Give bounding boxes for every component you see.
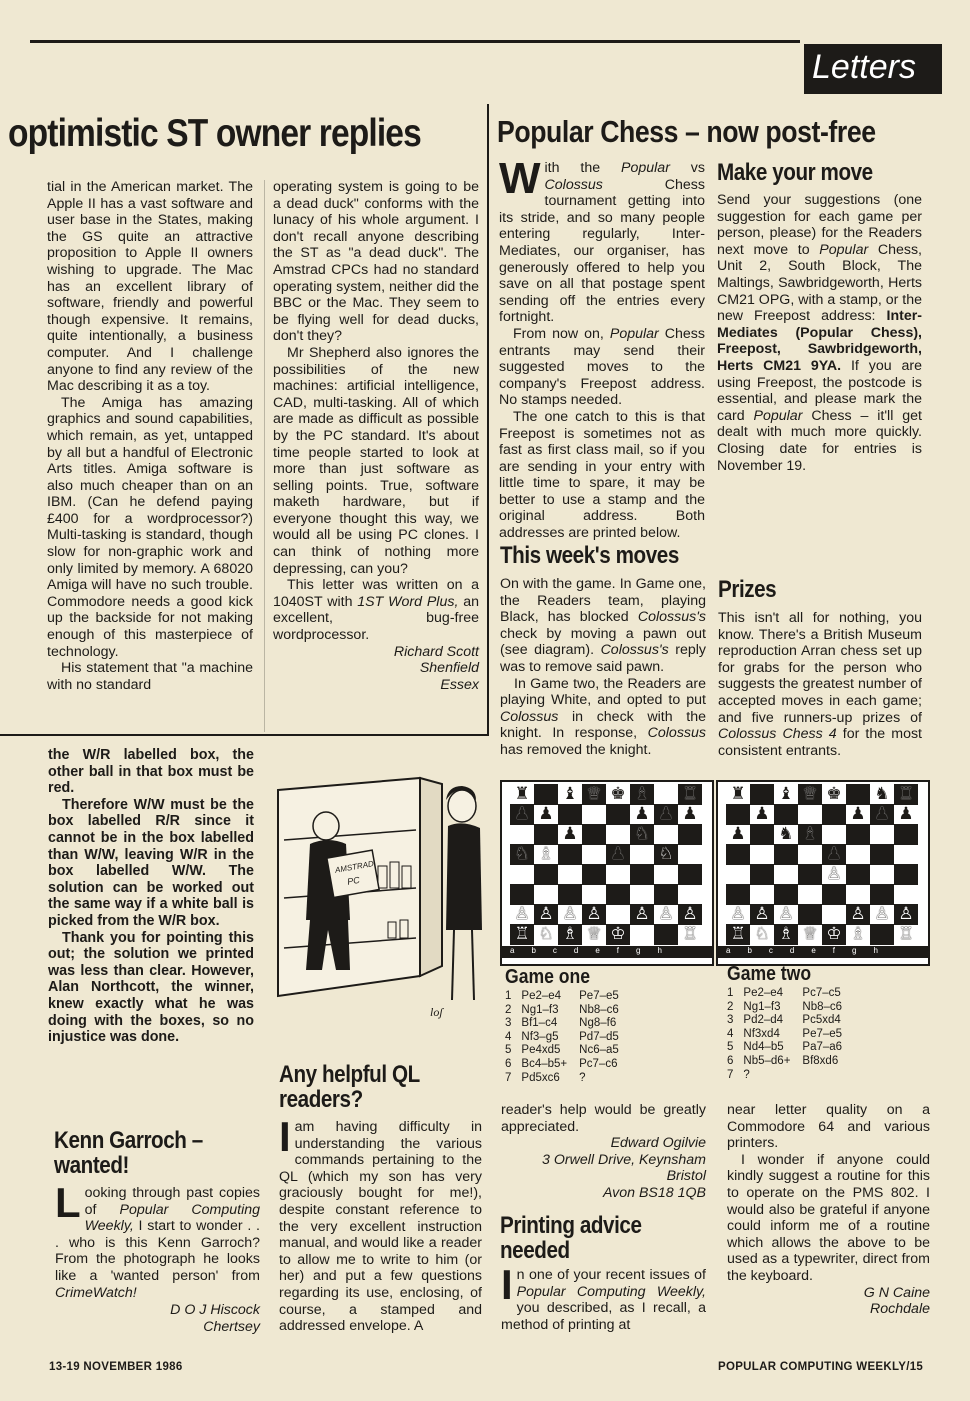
board-square <box>654 864 678 885</box>
board-square <box>678 884 702 905</box>
chess-piece-icon: ♙ <box>634 904 650 924</box>
make-move-headline: Make your move <box>717 159 873 186</box>
garroch-letter: Looking through past copies of Popular Computing Weekly, I start to wonder . . . who is this Kenn Garroch? From the photograph he looks like a 'wanted person' from CrimeWatch! D O J Hiscock Chertsey <box>55 1179 261 1335</box>
printing-letter-cont: near letter quality on a Commodore 64 and various printers. I wonder if anyone could kindly suggest a routine for this to operate on the PMS 802. I would also be grateful if anyone could inform me of a routine which allows the above to be used as a typewriter, direct from the keyboard. G N Caine Rochdale <box>727 1102 930 1318</box>
ql-letter-cont: reader's help would be greatly appreciated. Edward Ogilvie 3 Orwell Drive, Keynsham Bristol Avon BS18 1QB <box>501 1102 706 1201</box>
move-black: Pe7–e5 <box>802 1027 843 1040</box>
chess-board-game-one <box>500 780 714 966</box>
chess-piece-icon: ♟ <box>874 804 890 824</box>
move-black: Pd7–d5 <box>579 1030 619 1043</box>
chess-piece-icon: ♙ <box>754 904 770 924</box>
chess-piece-icon: ♞ <box>634 824 650 844</box>
move-white: Pd2–d4 <box>743 1014 784 1027</box>
chess-board-game-two <box>716 780 930 966</box>
move-row <box>505 1031 631 1045</box>
board-square <box>798 864 822 885</box>
move-black: Bf8xd6 <box>802 1054 839 1067</box>
chess-piece-icon: ♔ <box>826 924 842 944</box>
st-article-col2 <box>273 179 479 693</box>
st-article-col-rule <box>264 180 265 732</box>
chess-piece-icon: ♙ <box>850 904 866 924</box>
chess-piece-icon: ♘ <box>754 924 770 944</box>
prizes-headline: Prizes <box>718 576 777 603</box>
move-black: Pa7–a6 <box>802 1041 843 1054</box>
footer-date: 13-19 NOVEMBER 1986 <box>49 1361 183 1373</box>
move-black: Pc7–c5 <box>802 987 841 999</box>
board-square <box>774 844 798 865</box>
move-number: 6 <box>505 1057 512 1070</box>
move-number: 5 <box>505 1044 512 1057</box>
puzzle-reply <box>48 747 254 1046</box>
move-row <box>727 1028 854 1042</box>
move-number: 6 <box>727 1054 734 1067</box>
board-square <box>630 884 654 905</box>
chess-piece-icon: ♟ <box>850 804 866 824</box>
chess-piece-icon: ♟ <box>826 844 842 864</box>
move-number: 5 <box>727 1041 734 1054</box>
chess-piece-icon: ♗ <box>562 924 578 944</box>
move-white: Pe2–e4 <box>743 987 784 999</box>
board-square <box>534 884 558 905</box>
chess-piece-icon: ♕ <box>802 924 818 944</box>
st-article-bottom-rule <box>0 734 489 736</box>
board-square <box>774 864 798 885</box>
chess-piece-icon: ♖ <box>730 924 746 944</box>
garroch-signature: D O J Hiscock Chertsey <box>170 1302 260 1335</box>
cartoon-illustration <box>270 770 486 1028</box>
board-square <box>582 884 606 905</box>
board-file-labels: abcdefgh <box>502 946 712 958</box>
move-white: Bc4–b5+ <box>521 1057 568 1070</box>
board-square <box>798 804 822 825</box>
chess-piece-icon: ♙ <box>586 904 602 924</box>
ql-letter: Iam having difficulty in understanding the various commands pertaining to the QL (which my son has very graciously bought for me!), despite constant reference to the very excellent instruction manual, and would like a reader to allow me to write to him (or her) and put a few questions regarding its use, enclosing, of course, a stamped and addressed envelope. A <box>279 1113 482 1335</box>
chess-piece-icon: ♝ <box>802 824 818 844</box>
board-square <box>606 804 630 825</box>
board-square <box>846 864 870 885</box>
board-square <box>558 844 582 865</box>
move-white: Ng1–f3 <box>521 1003 559 1016</box>
top-rule <box>30 40 800 43</box>
move-row <box>505 1072 631 1086</box>
chess-piece-icon: ♙ <box>538 904 554 924</box>
chess-piece-icon: ♟ <box>754 804 770 824</box>
prizes-text: This isn't all for nothing, you know. There's a British Museum reproduction Arran chess set up for grabs for the person who suggests the greatest number of accepted moves in each game; and five runners-up prizes of Colossus Chess 4 for the most consistent entrants. <box>718 610 922 759</box>
board-square <box>870 884 894 905</box>
st-col1-para-1: tial in the American market. The Apple II has a vast software and user base in the States, making the GS quite an attractive proposition to Apple II owners wishing to upgrade. The Mac has an excellent library of software, friendly and powerful though expensive. It remains, quite intentionally, a business computer. And I challenge anyone to find any review of the Mac describing it as a toy. <box>47 179 253 395</box>
board-square <box>606 824 630 845</box>
st-col1-para-2: The Amiga has amazing graphics and sound capabilities, which remain, as yet, untapped by all but a handful of Electronic Arts titles. Amiga software is also much cheaper than on an IBM. (Can he defend paying £400 for a wordprocessor?) Multi-tasking is standard, though slow for non-graphic work and only limited by memory. A 68020 Amiga will have no such trouble. Commodore needs a good kick up the backside for not making enough of this masterpiece of technology. <box>47 394 253 660</box>
move-number: 4 <box>727 1027 734 1040</box>
chess-piece-icon: ♔ <box>610 924 626 944</box>
chess-piece-icon: ♝ <box>562 784 578 804</box>
move-black <box>802 1069 854 1083</box>
st-col2-para-1: operating system is going to be a dead duck" conforms with the lunacy of his whole argument. I don't recall anyone describing the ST as "a dead duck". The Amstrad CPCs had no standard operating system, neither did the BBC or the Mac. They seem to be flying well for dead ducks, don't they? <box>273 179 479 345</box>
board-square <box>822 884 846 905</box>
board-square <box>798 844 822 865</box>
cartoon-box-label-2: PC <box>346 874 361 887</box>
chess-piece-icon: ♟ <box>634 804 650 824</box>
board-square <box>750 864 774 885</box>
chess-piece-icon: ♚ <box>826 784 842 804</box>
ql-signature: Edward Ogilvie 3 Orwell Drive, Keynsham Bristol Avon BS18 1QB <box>542 1135 706 1201</box>
move-number: 3 <box>727 1014 734 1027</box>
move-black: ? <box>579 1071 586 1084</box>
chess-piece-icon: ♟ <box>658 804 674 824</box>
board-square <box>870 864 894 885</box>
chess-piece-icon: ♚ <box>610 784 626 804</box>
board-square <box>678 824 702 845</box>
chess-piece-icon: ♟ <box>730 824 746 844</box>
printing-headline: Printing advice needed <box>500 1212 642 1264</box>
board-square <box>846 784 870 805</box>
move-row <box>727 1069 854 1083</box>
move-row <box>505 1017 631 1031</box>
chess-piece-icon: ♘ <box>658 844 674 864</box>
chess-piece-icon: ♟ <box>898 804 914 824</box>
move-white: Pd5xc6 <box>521 1071 560 1084</box>
chess-piece-icon: ♛ <box>802 784 818 804</box>
board-square <box>582 804 606 825</box>
board-square <box>534 824 558 845</box>
board-square <box>510 824 534 845</box>
puzzle-reply-para-2: Therefore W/W must be the box labelled R/R since it cannot be in the box labelled than W/W, leaving W/R in the box labelled W/W. The solution can be worked out the same way if a white ball is picked from the W/R box. <box>48 796 254 929</box>
week-moves-text: On with the game. In Game one, the Readers team, playing Black, has blocked Colossus's check by moving a pawn out (see diagram). Colossus's reply was to remove said pawn. In Game two, the Readers are playing White, and opted to put Colossus in check with the knight. In response, Colossus has removed the knight. <box>500 576 706 758</box>
chess-piece-icon: ♖ <box>514 924 530 944</box>
board-square <box>846 824 870 845</box>
move-black: Nc6–a5 <box>579 1044 619 1057</box>
printing-letter: In one of your recent issues of Popular Computing Weekly, you described, as I recall, a method of printing at <box>501 1261 706 1333</box>
board-square <box>894 884 918 905</box>
board-square <box>630 864 654 885</box>
chess-piece-icon: ♟ <box>514 804 530 824</box>
chess-piece-icon: ♘ <box>538 924 554 944</box>
move-row <box>727 987 854 1001</box>
board-square <box>630 844 654 865</box>
board-square <box>894 844 918 865</box>
chess-piece-icon: ♛ <box>586 784 602 804</box>
game-one-moves <box>505 990 631 1085</box>
chess-piece-icon: ♙ <box>682 904 698 924</box>
board-file-labels: abcdefgh <box>718 946 928 958</box>
move-number: 7 <box>505 1071 512 1084</box>
move-row <box>505 1044 631 1058</box>
board-square <box>870 924 894 945</box>
move-white: Pe2–e4 <box>521 990 562 1002</box>
board-square <box>534 784 558 805</box>
move-number: 3 <box>505 1017 512 1030</box>
move-number: 1 <box>727 987 734 999</box>
st-signature: Richard Scott Shenfield Essex <box>393 643 479 693</box>
move-number: 2 <box>505 1003 512 1016</box>
move-white: Nf3xd4 <box>743 1027 780 1040</box>
chess-piece-icon: ♙ <box>898 904 914 924</box>
st-article-col1 <box>47 179 253 693</box>
board-square <box>726 844 750 865</box>
board-square <box>750 824 774 845</box>
board-square <box>798 884 822 905</box>
board-square <box>534 864 558 885</box>
board-square <box>558 864 582 885</box>
move-row <box>505 1058 631 1072</box>
board-square <box>558 804 582 825</box>
board-square <box>582 864 606 885</box>
move-number: 1 <box>505 990 512 1002</box>
chess-piece-icon: ♟ <box>562 824 578 844</box>
chess-piece-icon: ♖ <box>682 924 698 944</box>
board-square <box>726 884 750 905</box>
chess-piece-icon: ♗ <box>850 924 866 944</box>
board-square <box>822 904 846 925</box>
chess-piece-icon: ♙ <box>778 904 794 924</box>
chess-piece-icon: ♗ <box>778 924 794 944</box>
move-number: 2 <box>727 1000 734 1013</box>
move-white: Ng1–f3 <box>743 1000 781 1013</box>
chess-piece-icon: ♟ <box>610 844 626 864</box>
move-number: 7 <box>727 1068 734 1081</box>
board-square <box>606 864 630 885</box>
ql-dropcap: I <box>279 1113 291 1160</box>
chess-piece-icon: ♙ <box>514 904 530 924</box>
chess-headline: Popular Chess – now post-free <box>497 114 876 149</box>
board-square <box>726 864 750 885</box>
board-square <box>774 884 798 905</box>
board-square <box>846 884 870 905</box>
board-square <box>630 924 654 945</box>
make-move-text: Send your suggestions (one suggestion for each game per person, please) for the Readers next move to Popular Chess, Unit 2, South Block, The Maltings, Sawbridgeworth, Herts CM21 OPG, with a stamp, or the new Freepost address: Inter-Mediates (Popular Chess), Freepost, Sawbridgeworth, Herts CM21 9YA. If you are using Freepost, the postcode is essential, and please mark the card Popular Chess – it'll get dealt with much more quickly. Closing date for entries is November 19. <box>717 192 923 474</box>
chess-piece-icon: ♙ <box>658 904 674 924</box>
chess-piece-icon: ♟ <box>682 804 698 824</box>
chess-piece-icon: ♖ <box>898 924 914 944</box>
board-square <box>750 884 774 905</box>
st-article-right-rule <box>487 104 489 736</box>
chess-piece-icon: ♝ <box>634 784 650 804</box>
chess-piece-icon: ♞ <box>874 784 890 804</box>
chess-piece-icon: ♞ <box>514 844 530 864</box>
board-square <box>678 864 702 885</box>
move-row <box>727 1001 854 1015</box>
printing-signature: G N Caine Rochdale <box>863 1284 930 1318</box>
board-square <box>606 904 630 925</box>
move-white: ? <box>743 1068 750 1081</box>
move-black: Pc5xd4 <box>802 1014 841 1027</box>
board-square <box>870 844 894 865</box>
board-square <box>750 784 774 805</box>
board-square <box>606 884 630 905</box>
board-square <box>798 904 822 925</box>
puzzle-reply-para-3: Thank you for pointing this out; the solution we printed was less than clear. However, Alan Northcott, the winner, knew exactly what he was doing with the boxes, so no injustice was done. <box>48 929 254 1046</box>
board-square <box>894 864 918 885</box>
footer-page: POPULAR COMPUTING WEEKLY/15 <box>718 1361 924 1373</box>
move-white: Pe4xd5 <box>521 1044 561 1057</box>
board-square <box>678 844 702 865</box>
move-black: Ng8–f6 <box>579 1017 617 1030</box>
board-square <box>558 884 582 905</box>
game-two-moves <box>727 987 854 1082</box>
board-square <box>846 844 870 865</box>
move-row <box>727 1055 854 1069</box>
board-square <box>654 884 678 905</box>
garroch-dropcap: L <box>55 1179 81 1226</box>
chess-piece-icon: ♜ <box>898 784 914 804</box>
move-white: Bf1–c4 <box>521 1017 558 1030</box>
chess-piece-icon: ♙ <box>826 864 842 884</box>
move-black: Pc7–c6 <box>579 1057 618 1070</box>
chess-piece-icon: ♙ <box>874 904 890 924</box>
chess-piece-icon: ♕ <box>586 924 602 944</box>
board-square <box>654 924 678 945</box>
board-square <box>894 824 918 845</box>
move-row <box>727 1041 854 1055</box>
board-square <box>510 884 534 905</box>
board-square <box>822 804 846 825</box>
board-square <box>750 844 774 865</box>
chess-piece-icon: ♗ <box>538 844 554 864</box>
move-row <box>505 990 631 1004</box>
board-square <box>870 824 894 845</box>
puzzle-reply-para-1: the W/R labelled box, the other ball in that box must be red. <box>48 747 254 797</box>
move-black: Pe7–e5 <box>579 990 619 1002</box>
board-square <box>654 784 678 805</box>
move-black: Nb8–c6 <box>579 1003 619 1016</box>
garroch-headline: Kenn Garroch – wanted! <box>54 1127 203 1179</box>
chess-piece-icon: ♜ <box>514 784 530 804</box>
printing-dropcap: I <box>501 1261 513 1308</box>
game-one-title: Game one <box>505 966 591 988</box>
move-white: Nd4–b5 <box>743 1041 784 1054</box>
st-col2-para-3: This letter was written on a 1040ST with 1ST Word Plus, an excellent, bug-free wordprocessor. <box>273 577 479 644</box>
board-square <box>822 824 846 845</box>
chess-piece-icon: ♜ <box>682 784 698 804</box>
move-white: Nf3–g5 <box>521 1030 559 1043</box>
chess-piece-icon: ♜ <box>730 784 746 804</box>
chess-piece-icon: ♝ <box>778 784 794 804</box>
week-moves-headline: This week's moves <box>500 542 679 569</box>
move-row <box>727 1014 854 1028</box>
move-white: Nb5–d6+ <box>743 1054 791 1067</box>
chess-intro: With the Popular vs Colossus Chess tournament getting into its stride, and so many people entering regularly, Inter-Mediates, our organiser, has generously offered to help you save on all that postage spent sending off the entries every fortnight. From now on, Popular Chess entrants may send their suggested moves to the company's Freepost address. No stamps needed. The one catch to this is that Freepost is sometimes not as fast as first class mail, so if you are sending in your entry with little time to spare, it may be better to use a stamp and the original address. Both addresses are printed below. <box>499 154 705 542</box>
chess-piece-icon: ♙ <box>730 904 746 924</box>
move-number: 4 <box>505 1030 512 1043</box>
chess-piece-icon: ♟ <box>538 804 554 824</box>
board-square <box>726 804 750 825</box>
st-col2-para-2: Mr Shepherd also ignores the possibilities of the new machines: artificial intelligence, CAD, multi-tasking. All of which are made as difficult as possible by the PC standard. It's about time people started to look at more than just software as selling points. True, software maketh hardware, but if everyone thought this way, we would all be using PC clones. I can think of nothing more depressing, can you? <box>273 344 479 577</box>
ql-headline: Any helpful QL readers? <box>279 1061 420 1113</box>
board-square <box>582 844 606 865</box>
chess-dropcap: W <box>499 154 541 203</box>
board-square <box>582 824 606 845</box>
move-row <box>505 1004 631 1018</box>
st-article-headline: optimistic ST owner replies <box>8 112 421 155</box>
cartoon-signature: loʃ <box>430 1005 443 1019</box>
chess-piece-icon: ♞ <box>778 824 794 844</box>
board-square <box>510 864 534 885</box>
board-square <box>654 824 678 845</box>
chess-piece-icon: ♙ <box>562 904 578 924</box>
st-col1-para-3: His statement that "a machine with no standard <box>47 660 253 693</box>
cartoon-box-label: AMSTRAD <box>334 859 375 875</box>
board-square <box>774 804 798 825</box>
move-black: Nb8–c6 <box>802 1000 843 1013</box>
game-two-title: Game two <box>727 963 812 985</box>
section-tag-label: Letters <box>812 48 916 86</box>
